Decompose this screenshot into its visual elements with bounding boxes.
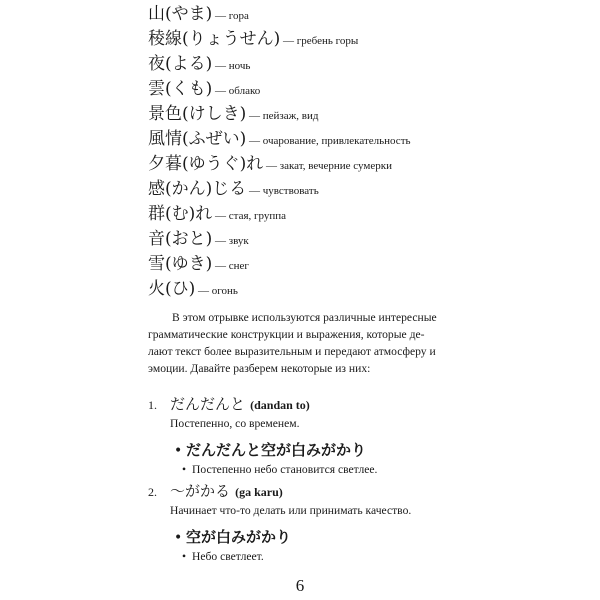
vocab-japanese: 夕暮(ゆうぐ)れ: [148, 154, 264, 174]
vocab-translation: — ночь: [212, 60, 251, 72]
vocab-japanese: 雲(くも): [148, 79, 213, 99]
bullet-icon: •: [174, 443, 183, 459]
paragraph-line: грамматические конструкции и выражения, которые де-: [148, 328, 425, 341]
example-japanese: 空が白みがかり: [186, 528, 292, 546]
vocab-translation: — закат, вечерние сумерки: [263, 160, 392, 172]
section-meaning: Постепенно, со временем.: [170, 417, 300, 430]
vocab-japanese: 山(やま): [148, 4, 213, 24]
vocabulary-list: [148, 0, 568, 301]
vocab-japanese: 感(かん)じる: [148, 179, 247, 199]
bullet-icon: •: [174, 530, 183, 546]
example-translation: Постепенно небо становится светлее.: [192, 463, 378, 476]
vocab-item: [148, 126, 568, 151]
vocab-item: [148, 101, 568, 126]
section-japanese: 〜がかる: [170, 482, 231, 500]
vocab-item: [148, 76, 568, 101]
vocab-japanese: 夜(よる): [148, 54, 213, 74]
vocab-translation: — снег: [212, 260, 249, 272]
section-romaji: (ga karu): [235, 485, 283, 499]
section-number: 1.: [148, 398, 157, 412]
bullet-icon: •: [182, 463, 187, 476]
vocab-item: [148, 226, 568, 251]
grammar-section-1: [148, 393, 568, 479]
page-number: 6: [295, 576, 305, 595]
example-japanese-item: [174, 439, 568, 461]
vocab-translation: — стая, группа: [212, 210, 287, 222]
intro-paragraph: [148, 309, 470, 377]
section-heading: [148, 393, 568, 415]
vocab-japanese: 火(ひ): [148, 279, 196, 299]
vocab-translation: — гребень горы: [280, 35, 359, 47]
section-heading: [148, 480, 568, 502]
vocab-translation: — чувствовать: [246, 185, 319, 197]
vocab-item: [148, 276, 568, 301]
paragraph-line: В этом отрывке используются различные интересные: [172, 311, 437, 324]
vocab-japanese: 群(む)れ: [148, 204, 213, 224]
paragraph-line: лают текст более выразительным и передают атмосферу и: [148, 345, 436, 358]
bullet-icon: •: [182, 550, 187, 563]
vocab-translation: — очарование, привлекательность: [246, 135, 411, 147]
vocab-japanese: 稜線(りょうせん): [148, 29, 281, 49]
vocab-translation: — звук: [212, 235, 249, 247]
vocab-item: [148, 151, 568, 176]
vocab-translation: — гора: [212, 10, 249, 22]
section-meaning: Начинает что-то делать или принимать качество.: [170, 504, 412, 517]
vocab-japanese: 景色(けしき): [148, 104, 247, 124]
vocab-translation: — огонь: [195, 285, 238, 297]
vocab-japanese: 風情(ふぜい): [148, 129, 247, 149]
vocab-item: [148, 26, 568, 51]
vocab-item: [148, 1, 568, 26]
section-number: 2.: [148, 485, 157, 499]
vocab-item: [148, 201, 568, 226]
section-japanese: だんだんと: [170, 395, 246, 413]
grammar-section-2: [148, 480, 568, 566]
vocab-item: [148, 51, 568, 76]
example-translation-item: [182, 461, 568, 479]
vocab-japanese: 雪(ゆき): [148, 254, 213, 274]
section-romaji: (dandan to): [250, 398, 310, 412]
vocab-japanese: 音(おと): [148, 229, 213, 249]
example-japanese: だんだんと空が白みがかり: [186, 441, 367, 459]
example-translation: Небо светлеет.: [192, 550, 264, 563]
paragraph-line: эмоции. Давайте разберем некоторые из них:: [148, 362, 371, 375]
vocab-translation: — облако: [212, 85, 261, 97]
vocab-item: [148, 251, 568, 276]
vocab-item: [148, 176, 568, 201]
vocab-translation: — пейзаж, вид: [246, 110, 319, 122]
example-translation-item: [182, 548, 568, 566]
example-japanese-item: [174, 526, 568, 548]
